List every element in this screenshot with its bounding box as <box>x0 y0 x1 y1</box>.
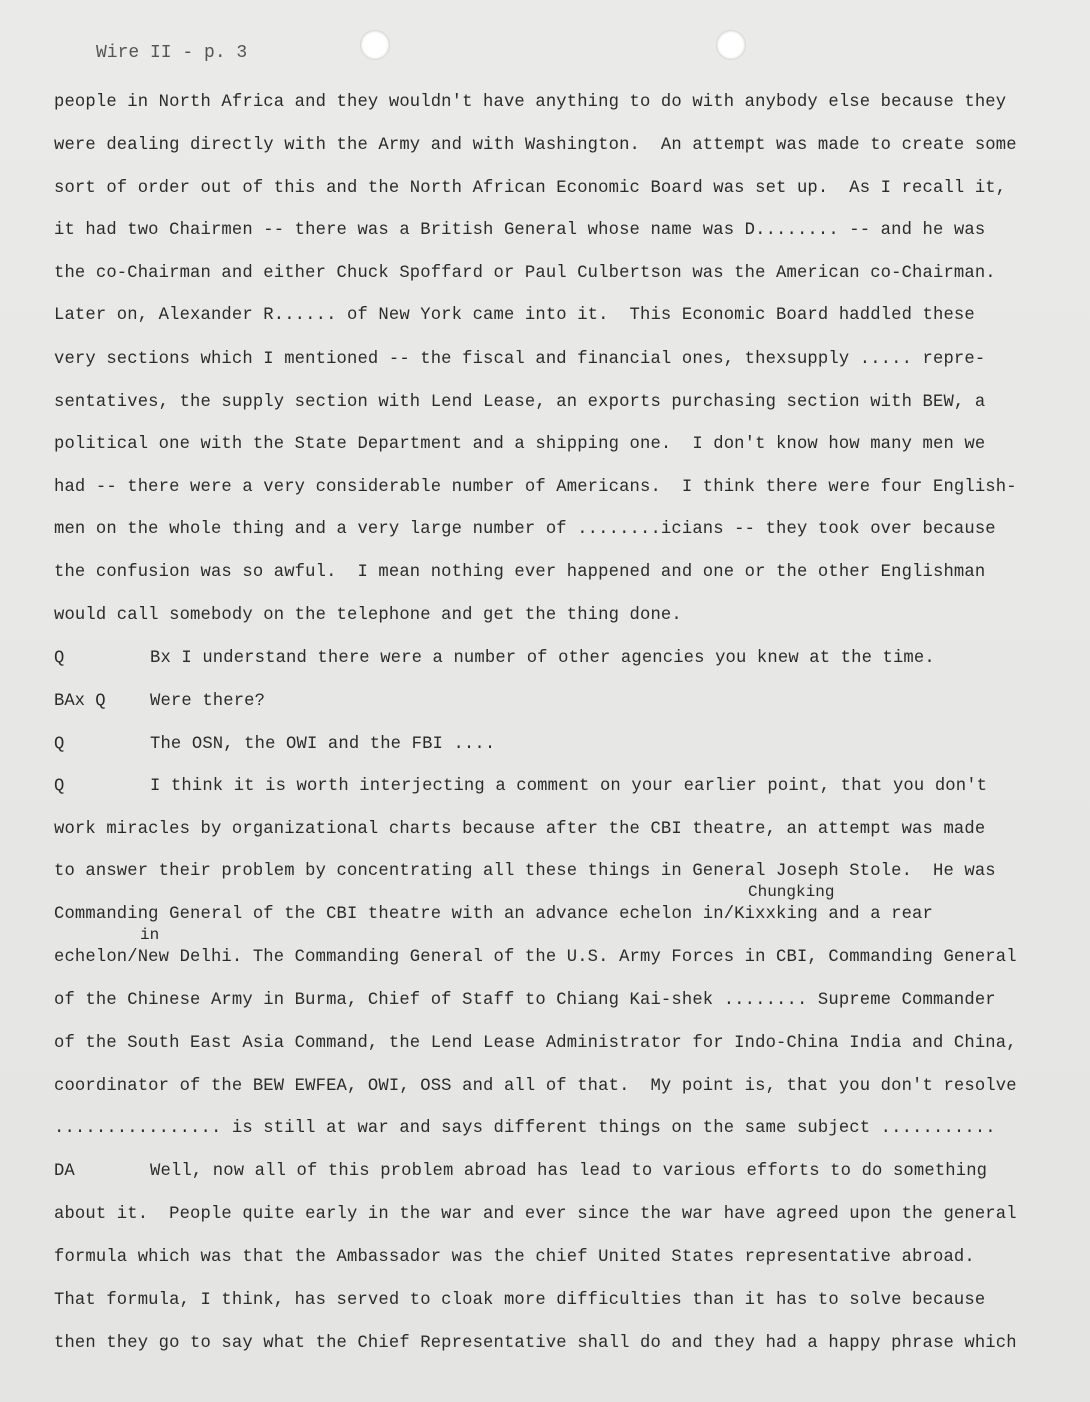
text-line: echelon/New Delhi. The Commanding General of the U.S. Army Forces in CBI, Commanding General <box>54 948 1017 967</box>
text-line: formula which was that the Ambassador was the chief United States representative abroad. <box>54 1248 975 1267</box>
text-line: sentatives, the supply section with Lend Lease, an exports purchasing section with BEW, a <box>54 393 986 412</box>
text-line: Later on, Alexander R...... of New York came into it. This Economic Board haddled these <box>54 306 975 325</box>
speaker-label: Q <box>54 777 65 796</box>
speaker-label: Q <box>54 649 65 668</box>
text-line: of the South East Asia Command, the Lend Lease Administrator for Indo-China India and China, <box>54 1034 1017 1053</box>
text-line: then they go to say what the Chief Representative shall do and they had a happy phrase which <box>54 1334 1017 1353</box>
text-line: it had two Chairmen -- there was a British General whose name was D........ -- and he was <box>54 221 986 240</box>
text-line: sort of order out of this and the North African Economic Board was set up. As I recall it, <box>54 179 1007 198</box>
text-line: of the Chinese Army in Burma, Chief of Staff to Chiang Kai-shek ........ Supreme Commander <box>54 991 996 1010</box>
text-line: That formula, I think, has served to cloak more difficulties than it has to solve because <box>54 1291 986 1310</box>
text-line: very sections which I mentioned -- the fiscal and financial ones, thexsupply ..... repre- <box>54 350 986 369</box>
handwritten-insertion: Chungking <box>748 883 835 901</box>
handwritten-insertion: in <box>140 926 160 944</box>
text-line: were dealing directly with the Army and with Washington. An attempt was made to create some <box>54 136 1017 155</box>
text-line: the confusion was so awful. I mean nothing ever happened and one or the other Englishman <box>54 563 986 582</box>
text-line: work miracles by organizational charts because after the CBI theatre, an attempt was made <box>54 820 986 839</box>
text-line: men on the whole thing and a very large number of ........icians -- they took over because <box>54 520 996 539</box>
speaker-label: BAx Q <box>54 692 106 711</box>
speaker-label: Q <box>54 735 65 754</box>
dialogue-text: Bx I understand there were a number of other agencies you knew at the time. <box>150 649 935 668</box>
text-line: Commanding General of the CBI theatre with an advance echelon in/Kixxking and a rear <box>54 905 933 924</box>
punch-hole-left <box>360 30 390 60</box>
dialogue-text: The OSN, the OWI and the FBI .... <box>150 735 496 754</box>
text-line: people in North Africa and they wouldn't have anything to do with anybody else because they <box>54 93 1007 112</box>
dialogue-text: Were there? <box>150 692 266 711</box>
dialogue-text: Well, now all of this problem abroad has lead to various efforts to do something <box>150 1162 988 1181</box>
page-header: Wire II - p. 3 <box>96 43 248 63</box>
text-line: political one with the State Department and a shipping one. I don't know how many men we <box>54 435 986 454</box>
text-line: to answer their problem by concentrating all these things in General Joseph Stole. He was <box>54 862 996 881</box>
text-line: coordinator of the BEW EWFEA, OWI, OSS and all of that. My point is, that you don't resolve <box>54 1077 1017 1096</box>
text-line: had -- there were a very considerable number of Americans. I think there were four English- <box>54 478 1017 497</box>
dialogue-text: I think it is worth interjecting a comment on your earlier point, that you don't <box>150 777 988 796</box>
speaker-label: DA <box>54 1162 75 1181</box>
text-line: the co-Chairman and either Chuck Spoffard or Paul Culbertson was the American co-Chairman. <box>54 264 996 283</box>
punch-hole-right <box>716 30 746 60</box>
text-line: about it. People quite early in the war and ever since the war have agreed upon the general <box>54 1205 1017 1224</box>
text-line: would call somebody on the telephone and get the thing done. <box>54 606 682 625</box>
text-line: ................ is still at war and says different things on the same subject ........... <box>54 1119 996 1138</box>
